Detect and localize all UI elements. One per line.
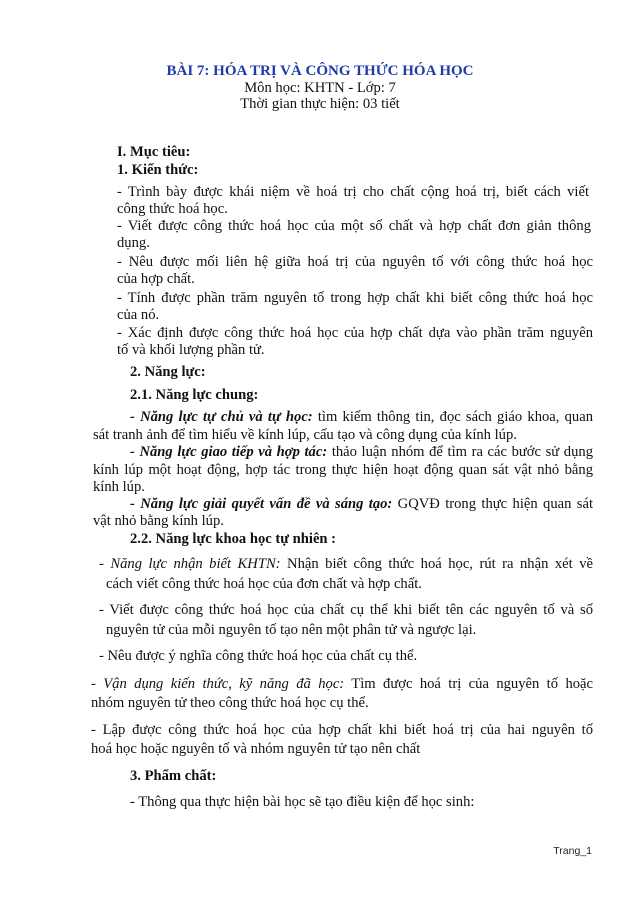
knowledge-item-2: - Viết được công thức hoá học của một số chất và hợp chất đơn giản thông: [117, 218, 591, 234]
section-heading-objectives: I. Mục tiêu:: [117, 144, 191, 160]
competency-text: Tìm được hoá trị của nguyên tố hoặc: [344, 676, 593, 692]
competency-label: - Vận dụng kiến thức, kỹ năng đã học:: [91, 676, 345, 692]
competency-text: tìm kiếm thông tin, đọc sách giáo khoa, quan: [312, 409, 593, 425]
duration-line: Thời gian thực hiện: 03 tiết: [240, 96, 400, 112]
science-competency-1-cont: cách viết công thức hoá học của đơn chất và hợp chất.: [106, 576, 422, 592]
science-competency-3: - Nêu được ý nghĩa công thức hoá học của chất cụ thể.: [99, 648, 418, 664]
qualities-item-1: - Thông qua thực hiện bài học sẽ tạo điều kiện để học sinh:: [130, 794, 475, 810]
section-heading-competency: 2. Năng lực:: [130, 364, 206, 380]
knowledge-item-3: - Nêu được mối liên hệ giữa hoá trị của nguyên tố với công thức hoá học: [117, 254, 593, 270]
knowledge-item-1-cont: công thức hoá học.: [117, 201, 228, 217]
competency-label: - Năng lực giao tiếp và hợp tác:: [130, 444, 328, 460]
knowledge-item-5-cont: tố và khối lượng phần tử.: [117, 342, 265, 358]
science-competency-5: - Lập được công thức hoá học của hợp chất khi biết hoá trị của hai nguyên tố: [91, 722, 593, 738]
competency-text: Nhận biết công thức hoá học, rút ra nhận xét về: [280, 556, 593, 572]
knowledge-item-1: - Trình bày được khái niệm về hoá trị cho chất cộng hoá trị, biết cách viết: [117, 184, 589, 200]
general-competency-2-cont: kính lúp một hoạt động, hợp tác trong thực hiện hoạt động quan sát vật nhỏ bằng: [93, 462, 593, 478]
general-competency-3-cont: vật nhỏ bằng kính lúp.: [93, 513, 224, 529]
general-competency-1-cont: sát tranh ảnh để tìm hiểu về kính lúp, cấu tạo và công dụng của kính lúp.: [93, 427, 517, 443]
competency-text: GQVĐ trong thực hiện quan sát: [392, 496, 593, 512]
competency-label: - Năng lực giải quyết vấn đề và sáng tạo:: [130, 496, 393, 512]
general-competency-3: [130, 496, 593, 513]
subject-line: Môn học: KHTN - Lớp: 7: [244, 80, 396, 96]
science-competency-5-cont: hoá học hoặc nguyên tố và nhóm nguyên tử tạo nên chất: [91, 741, 421, 757]
knowledge-item-2-cont: dụng.: [117, 235, 150, 251]
subheading-natural-science: 2.2. Năng lực khoa học tự nhiên :: [130, 531, 337, 547]
science-competency-2-cont: nguyên tử của mỗi nguyên tố tạo nên một phân tử và ngược lại.: [106, 622, 477, 638]
competency-label: - Năng lực tự chủ và tự học:: [130, 409, 313, 425]
knowledge-item-4: - Tính được phần trăm nguyên tố trong hợp chất khi biết công thức hoá học: [117, 290, 593, 306]
science-competency-1: [99, 556, 593, 573]
science-competency-2: - Viết được công thức hoá học của chất cụ thể khi biết tên các nguyên tố và số: [99, 602, 593, 618]
general-competency-2-cont2: kính lúp.: [93, 479, 145, 495]
knowledge-item-4-cont: của nó.: [117, 307, 160, 323]
competency-text: thảo luận nhóm để tìm ra các bước sử dụng: [327, 444, 593, 460]
science-competency-4-cont: nhóm nguyên tử theo công thức hoá học cụ thể.: [91, 695, 369, 711]
subheading-general-competency: 2.1. Năng lực chung:: [130, 387, 259, 403]
general-competency-1: [130, 409, 593, 426]
section-heading-qualities: 3. Phẩm chất:: [130, 768, 217, 784]
knowledge-item-5: - Xác định được công thức hoá học của hợp chất dựa vào phần trăm nguyên: [117, 325, 593, 341]
general-competency-2: [130, 444, 593, 461]
document-title: BÀI 7: HÓA TRỊ VÀ CÔNG THỨC HÓA HỌC: [166, 63, 474, 79]
page-number: Trang_1: [553, 845, 592, 857]
subheading-knowledge: 1. Kiến thức:: [117, 162, 199, 178]
knowledge-item-3-cont: của hợp chất.: [117, 271, 195, 287]
science-competency-4: [91, 676, 593, 693]
competency-label: - Năng lực nhận biết KHTN:: [99, 556, 281, 572]
